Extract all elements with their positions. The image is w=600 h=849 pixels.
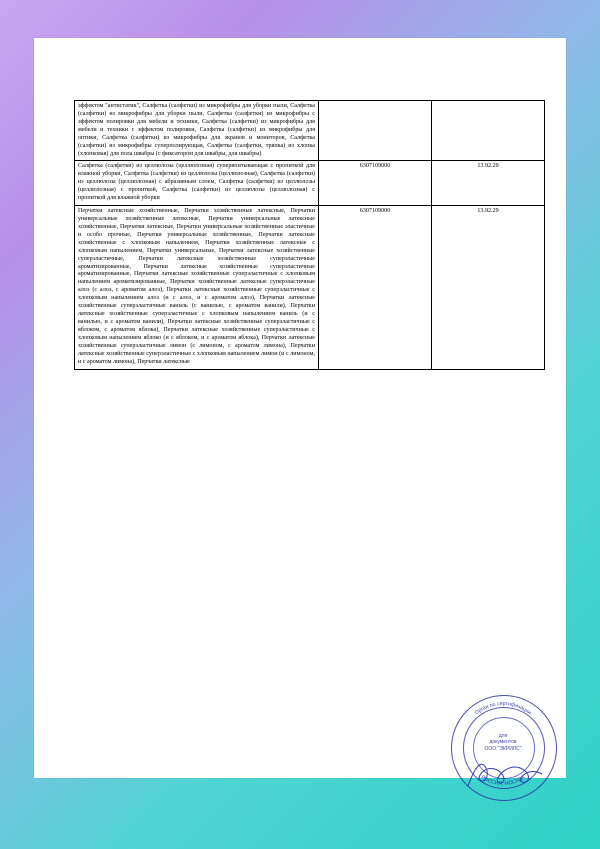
stamp-arc-top-text: Орган по сертификации [473, 700, 533, 717]
stamp-center-line-2: документов [489, 739, 517, 746]
tn-ved-code-text: 6307109000 [359, 208, 391, 215]
cell-okpd2-code [432, 161, 545, 206]
table-row [75, 101, 545, 161]
okpd2-code-text: 13.92.29 [477, 163, 499, 170]
stamp-inner-ring [463, 707, 545, 789]
cell-tn-ved-code [319, 206, 432, 369]
stamp-org-name: ООО "ЭКРИЛС" [484, 745, 522, 752]
description-text: Салфетка (салфетки) из целлюлозы (целлюлозная) супервпитывающая с пропиткой для влажной уборки, Салфетка (салфетки) из целлюлозы (целлюлозная), Салфетка (салфетки) из целлюлозы (целлюлозная) с абразивным слоем, Салфетка (салфетки) из целлюлозы (целлюлозная) с пропиткой, Салфетка (салфетки) из целлюлозы (целлюлозная) с пропиткой для влажной уборки [78, 163, 315, 202]
description-text: Перчатки латексные хозяйственные, Перчатки хозяйственные латексные, Перчатки универсальные хозяйственные латексные, Перчатки универсальные латексные хозяйственные, Перчатки латексные, Перчатки универсальные хозяйственные эластичные и особо прочные, Перчатки универсальные хозяйственные, Перчатки латексные хозяйственные с хлопковым напылением, Перчатки хозяйственные латексные с хлопковым напылением, Перчатки универсальные, Перчатки латексные хозяйственные суперэластичные, Перчатки латексные хозяйственные суперэластичные ароматизированные, Перчатки латексные хозяйственные суперэластичные ароматизированные, Перчатки латексные хозяйственные суперэластичные с хлопковым напылением ароматизированные, Перчатки хозяйственные латексные суперэластичные алоэ (с алоэ, с ароматом алоэ), Перчатки латексные хозяйственные суперэластичные с хлопковым напылением алоэ (и с алоэ, и с ароматом алоэ), Перчатки латексные хозяйственные суперэластичные ваниль (с ванилью, с ароматом ванили), Перчатки латексные хозяйственные суперэластичные с хлопковым напылением ваниль (и с ванилью, и с ароматом ванили), Перчатки латексные хозяйственные суперэластичные с яблоком, с ароматом яблока), Перчатки латексные хозяйственные суперэластичные с хлопковым напылением яблоко (и с яблоком, и с ароматом яблока), Перчатки латексные хозяйственные суперэластичные лимон (с лимоном, с ароматом лимона), Перчатки латексные хозяйственные суперэластичные с хлопковым напылением лимон (и с лимоном, и с ароматом лимона), Перчатки латексные [78, 208, 315, 365]
table-row [75, 161, 545, 206]
cell-description [75, 101, 319, 161]
stamp-arc-bottom-text: РОССИЯ, МОСКВА [479, 774, 527, 788]
description-text: эффектом "антистатик", Салфетка (салфетки) из микрофибры для уборки пыли, Салфетка (салфетки) из микрофибры для уборки пыли, Салфетка (салфетки) из микрофибры с эффектом полировки для мебели и техники, Салфетка (салфетки) из микрофибры для мебели и техники с эффектом полировки, Салфетка (салфетки) из микрофибры для оптики, Салфетка (салфетки) из микрофибры для экранов и мониторов, Салфетка (салфетки) из микрофибры суперполирующая, Салфетка (салфетки, тряпка) из хлопка (хлопковая) для пола швабры (с фиксатором для швабры, для швабры) [78, 103, 315, 157]
cell-description [75, 161, 319, 206]
table-row [75, 206, 545, 369]
cell-tn-ved-code [319, 101, 432, 161]
stamp-arc-text [449, 693, 557, 801]
stamp-core-ring [473, 717, 535, 779]
stamp-center-line-1: для [498, 733, 508, 739]
round-stamp [449, 693, 564, 808]
tn-ved-code-text: 6307109000 [359, 163, 391, 170]
certificate-annex-table [74, 100, 545, 370]
stamp-center-block [473, 733, 533, 752]
stamp-outer-ring [451, 695, 557, 801]
cell-description [75, 206, 319, 369]
cell-okpd2-code [432, 101, 545, 161]
cell-tn-ved-code [319, 161, 432, 206]
cell-okpd2-code [432, 206, 545, 369]
okpd2-code-text: 13.92.29 [477, 208, 499, 215]
document-page [34, 38, 566, 788]
handwritten-signature [466, 754, 546, 794]
